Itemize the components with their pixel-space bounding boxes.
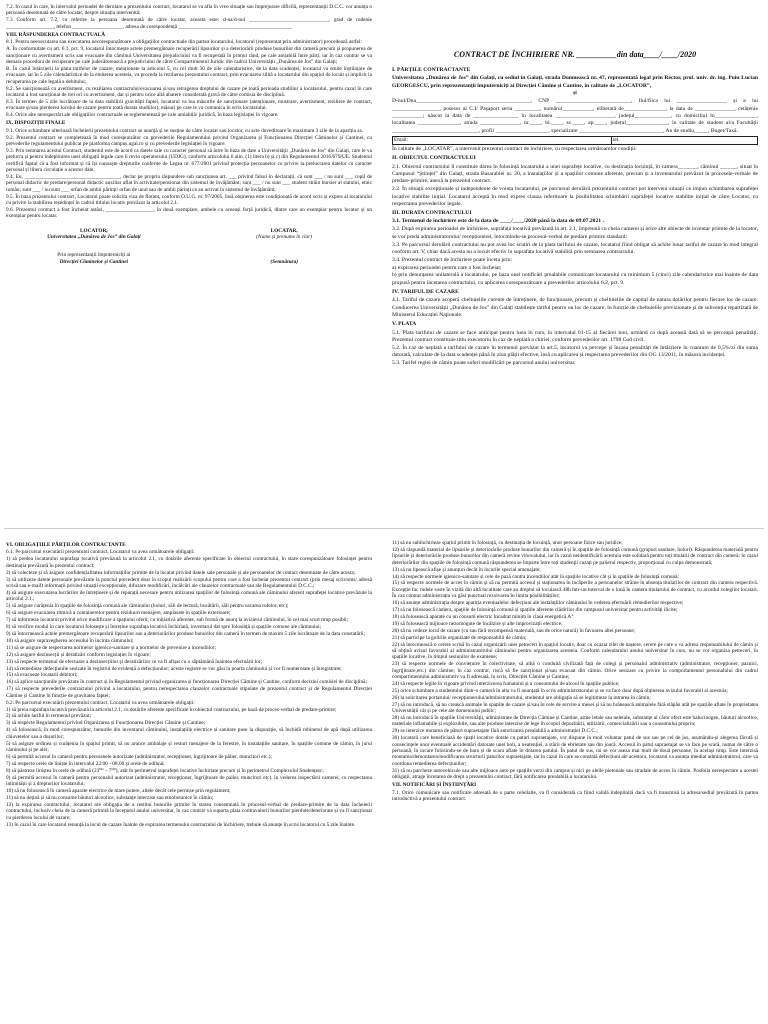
clause-5-1: 5.1. Plata tarifului de cazare se face anticipat pentru luna în curs, în intervalul 01-15 al fiecărei luni, urmând ca după această dată să se perceapă penalități. Prezentul contract constituie titlu executoriu în caz de neplată a chiriei, conform prevederilor art. 1798 Cod civil. (392, 329, 758, 343)
representatives-subrow (6, 259, 372, 265)
section-heading-3: III. DURATA CONTRACTULUI (392, 210, 472, 217)
list-item: 25) orice schimbare a studentului dintr-o cameră în alta va fi anunțată în scris administratorului și se va face doar după obținerea avizului favorabil al acestuia; (392, 687, 728, 694)
list-item: 23) să respecte normele de conviețuire în colectivitate, să aibă o conduită civilizată față de colegi și personalul administrativ (administrator, recepționer, paznici, îngrijitoare,etc.) din cămine; în caz contrar, riscă să fie sancționat și/sau evacuat din cămin. Orice sesizare cu privire la comportamentul personalului din cadrul compartimentului administrativ va fi adresată, în scris, Direcției Cămine și Cantine; (392, 661, 758, 680)
section-heading-1: I. PĂRȚILE CONTRACTANTE (392, 67, 471, 73)
locator-university: Universitatea „Dunărea de Jos” din Galați (47, 233, 141, 240)
list-item: 28) să nu introducă în spațiile Universității, administrate de Direcția Cămine și Cantine, arme letale sau neletale, substanțe al căror efect este halucinogen, băuturi alcoolice, materiale inflamabile și explozibile, sau alte produse interzise de lege în scopul depozitării, utilizării, comercializării sau a consumului propriu; (392, 715, 758, 728)
clause-9-2: 9.2. Prezentul contract se completează în mod corespunzător cu prevederile Regulamentului privind Organizarea și Funcționarea Direcției Căminelor și Cantinei, cu prevederile regulamentului publicat pe platforma campus.ugal.ro și cu prevederile legislației în vigoare. (6, 134, 372, 148)
list-item: 11) să nu subînchirieze spațiul primit în folosință, cu destinația de locuință, unor persoane fizice sau juridice; (392, 540, 623, 546)
list-item: 31) să nu parcheze autovehicule sau alte mijloace auto pe spațiile verzi din campus și nici pe aleile pietonale sau stradale de acces în cămin. Posibila nerespectare a acestei obligații, atrage încetarea de drept a prezentului contract, fără notificarea prealabilă a locatarului. (392, 767, 758, 780)
list-item: 14) să remedieze defecțiunile sesizate în registrul de evidență a defecțiunilor; aceste registre se vor găsi la poarta căminului și vor fi numerotate și înregistrate; (6, 665, 342, 672)
list-item: 5) să asigure ordinea și curățenia în spațiul primit, să nu arunce ambalaje și resturi menajere de la ferestre, în instalațiile sanitare, în spațiile comune de cămin, în jurul căminului și pe alei; (6, 740, 372, 753)
clause-8-4: 8.4. Orice alte nerespectări ale obligațiilor contractuale se reglementează pe cale amiabilă/ juridică, în baza legislației în vigoare. (6, 112, 279, 119)
top-right-column (392, 4, 758, 368)
list-item: 3) să respecte Regulamentul privind Organizarea și Funcționarea Direcției Cămine și Cantine; (6, 720, 206, 727)
clause-8-1-a: A. În conformitate cu art. 6.1, pct. 9, locatarul întocmește actele premergătoare recuperării lipsurilor și a deteriorării produse bunurilor din cameră precum și propunerea de sancționare cu avertisment scris sau evacuare din căminul Universitatea prejudiciului va fi recuperată în primul rând, pe cale amiabilă între părți, iar în caz contrar se va demara procedura de recuperare pe cale judecătorească a prejudiciului de către Compartimentul Juridic din cadrul Universității „Dunărea de Jos” din Galați; (6, 46, 372, 65)
list-item: 7) să respecte orele de liniște în intervalul 22:00 - 08:00 și orele de odihnă; (6, 760, 165, 767)
list-item: 29) se interzice mutarea de pături supraetajate fără autorizarea prealabilă a administrației D.C.C.; (392, 728, 598, 735)
bottom-left-column (6, 540, 372, 828)
clause-6-2: 6.2. Pe parcursul executării prezentului contract, Locatarul va avea următoarele obligații: (6, 699, 195, 706)
list-item: 19) să folosească mijloace nezomogute de încălzire și alte improvizații electrice; (392, 620, 563, 627)
list-item: 4) să folosească, în mod corespunzător, bunurile din inventarul căminului, instalațiile electrice și sanitare puse la dispoziție, să închidă robinetul de apă după utilizarea chiuvetelor sau a dușurilor; (6, 727, 372, 740)
section-heading-8: VIII. RĂSPUNDEREA CONTRACTUALĂ (6, 31, 106, 38)
clause-7-2: 7.2. În cazul în care, în intervalul perioadei de derulare a prezentului contract, locatarul se va afla în vreo situație sau împrejurare dificilă, reprezentanții D.C.C. vor anunța o persoană desemnată de către locatar, despre situația intervenită; (6, 4, 372, 17)
list-item: 8) să păstreze liniștea în orele de odihnă (23⁰⁰ – 7⁰⁰), atât în perimetrul suprafeței locative închiriate precum și în perimetrul Complexului Studențesc; (6, 767, 324, 774)
clause-9-6: 9.6. Prezentul contract a fost încheiat astăzi, __________________, în două exemplare, ambele cu aceeași forță juridică, dintre care un exemplar pentru locator și un exemplar pentru locatar. (6, 206, 372, 220)
clause-2-1: 2.1. Obiectul contractului îl constituie darea în folosință locatarului a unei suprafețe locative, cu destinația locuință, în camera_______, căminul ______, situat în Campusul “Științei” din Galați, strada Basarabiei nr. 20, a instalațiilor și a spațiilor comune aferente, precum și a inventarului prevăzut în procesele-verbale de predare-primire, anexă la prezentul contract. (392, 163, 758, 185)
clause-3-4: 3.4. Prezentul contract de închiriere poate înceta prin: (392, 256, 513, 263)
section-heading-6: VI. OBLIGAȚIILE PĂRȚILOR CONTRACTANTE (6, 542, 126, 548)
list-item: 12) să răspundă material de lipsurile și deteriorările produse bunurilor din cameră și în spațiile de folosință comună (grupuri sanitare, holuri). Răspunderea materială pentru lipsurile și deteriorările produse bunurilor din cameră revine vinovatului, iar în cazul neidentificării acestuia este solidară pentru toți titularii de contract din cameră; în cazul deteriorărilor din spațiile de folosință comună răspunderea se împarte între toți studenții cazați pe palierul respectiv, proporțional cu culpa demonstrată; (392, 546, 758, 566)
clause-9-5: 9.5. În baza prezentului contract, Locatarul poate solicita viza de flotant, conform O.U.G. nr. 97/2005, însă obținerea este condiționată de acord scris și expres al locatarului cu privire la stabilirea reședinței în cadrul titlului locativ prevăzut la articolul 2.1. (6, 193, 372, 206)
bottom-right-column (392, 540, 758, 803)
list-item: 12) să asigure dezinsecții și deratizări conform legislației în vigoare; (6, 651, 151, 658)
list-item: 6) să permită accesul în cameră pentru persoanele autorizate (administrator, recepționer, îngrijitoare de pălier, muncitori etc.); (6, 753, 272, 760)
clause-8-1: 8.1. Pentru neexecutarea sau executarea necorespunzătoare a obligațiilor contractuale din partea locatarului, locatorul (reprezentat prin administrator) procedează astfel: (6, 39, 362, 46)
list-item: 22) să întocmească o cerere scrisă în cazul organizării unei petreceri în spațiul locativ, doar cu ocazia zilei de naștere, cerere pe care o va adresa responsabilului de cămin și să obțină avizul favorabil al administratorului căminului pentru organizarea acesteia. Conform calendarului anului universitar în curs, nu se vor organiza petreceri, în spațiile locative, în timpul sesiunilor de examene; (392, 641, 758, 661)
list-item: 9) să întocmească actele premergătoare recuperării lipsurilor sau a deteriorărilor produse bunurilor din cameră în termen de maxim 5 zile lucrătoare de la data constatării; (6, 630, 366, 637)
list-item: 9) să permită accesul în cameră pentru personalul autorizat (administrator, recepționer, îngrijitoare de palier, muncitori etc), în vederea inspectării camerei, cu respectarea intimității și a drepturilor locatarului; (6, 774, 372, 788)
list-item: 5) să asigure curățenia în spațiile de folosință comună ale căminului (holuri, săli de lectură, bucătării, săli pentru uscarea rufelor, etc); (6, 603, 289, 610)
list-item: 30) locatarii care beneficiază de spații locative dotate cu paturi supraetajate, vor dispune în mod voluntar patul de sus sau pe cel de jos, asumându-și alegerea făcută și consecințele unor eventuale accidentări datorate unei boli, a neatenției, a stării de ebrietate sau din joacă. Accesul în patul supraetajat se va face pe scară, numai de către o persoană, în urcare folosindu-se de bara și de scara aflate în dotarea patului. În patul de sus, nu se vor aseza mai mult de două persoane, în același timp. Este interzisă montarea/demontarea/modificarea structurii paturilor supraetajate, iar în cazul în care se constată defecțiuni ale acestora, locatarul va anunța imediat administratorul, care va coordona remedierea defecțiunilor; (392, 735, 758, 767)
clause-3-1: 3.1. Termenul de închiriere este de la data de ____/____/2020 până la data de 09.07.2021 . (392, 218, 604, 225)
list-item: 13) în cazul în care locatarul renunță la locul de cazare înainte de expirarea termenului contractului de închiriere, trebuie să anunțe în scris locatorul cu 5 zile înainte. (6, 821, 356, 828)
clause-7-1: 7.1. Orice comunicare sau notificare adresată de o parte celeilalte, va fi considerată ca fiind validă îndeplinită dacă va fi transmisă la adresa/sediul prevăzută în partea introductivă a prezentului contract. (392, 789, 758, 802)
list-item: 8) să verifice modul în care locatarul folosește și întreține suprafața locativă închiriată, inventarul dat spre folosință și spațiile comune ale căminului; (6, 623, 322, 630)
top-left-column (6, 4, 372, 265)
list-item: 17) să respecte prevederile contractului privind a locatarului, pentru nerespectarea clauzelor contractuale stipulate de prezentul contract și de Regulamentul Direcției Cămine și Cantine în funcție de gravitatea faptei; (6, 686, 372, 699)
list-item: 2) să colecteze și să asigure confidențialitatea informațiilor primite de la locatar privind datele sale personale și ale persoanelor de contact desemnate de către acesta; (6, 569, 356, 576)
phone-field[interactable]: tel. (612, 136, 758, 144)
email-field[interactable]: Email: (393, 136, 612, 144)
contract-title: CONTRACT DE ÎNCHIRIERE NR. __________din data____/____/2020 (453, 50, 697, 59)
locatar-intro: În calitate de „LOCATAR”, a intervenit prezentul contract de închiriere, cu respectarea următoarelor condiții: (392, 146, 637, 153)
list-item: 21) să participe la golirile organizate de responsabilii de cămin; (392, 634, 527, 641)
signature-hint: (Semnătura) (270, 258, 298, 265)
list-item: 27) să nu introducă, să nu crească animale în spațiile de cazare și/sau în cele de servire a mesei și să nu hrănească animalele fără stăpân atât pe spațiile aflate în proprietatea Universității cât și pe cele ale domeniului public; (392, 701, 758, 715)
page-bottom-half (4, 540, 764, 1024)
list-item: 11) să nu dețină și să nu consume băuturi alcoolice, substanțe interzise sau etnobotanice în cămin; (6, 794, 214, 801)
list-item: 16) să anunțe administrația despre apariția eventualelor defecțiuni ale instalațiilor căminului în vederea efectuării remedierilor respective; (392, 600, 684, 607)
section-heading-4: IV. TARIFUL DE CAZARE (392, 289, 459, 296)
page-fold-divider (4, 528, 764, 529)
list-item: 17) să nu folosească camera, spațiile de folosință comună și spațiile aferente clădirilor din campusul universitar pentru activități ilicite; (392, 607, 678, 613)
clause-4-1: 4.1. Tariful de cazare acoperă cheltuielile curente de întreținere, de funcționare, precum și cheltuielile de capital de natura dotărilor pentru fiecare loc de cazare. Conducerea Universității „Dunărea de Jos” din Galați stabilește tariful pentru un loc de cazare, în funcție de cheltuielile previzionate și de subvenția repartizată de Ministerul Educației Naționale. (392, 297, 758, 318)
clause-8-3: 8.3. În termen de 5 zile lucrătoare de la data stabilirii gravității faptei, locatarul va lua măsurile de sancționare (atenționare, mustrare, avertisment, reziliere de contract, evacuare și/sau pierderea locului de cazare pentru toată durata studiilor), măsuri pe care le va comunica în scris locatarului. (6, 98, 372, 112)
contact-table (392, 136, 758, 145)
section-heading-9: IX. DISPOZIȚII FINALE (6, 120, 66, 127)
list-item: 10) să asigure supravegherea accesului în incinta căminului; (6, 637, 134, 644)
clause-8-1-b: B. În cazul întârzierii la plata tarifelor de cazare, menționate la articolul 5, cu cel mult 30 de zile calendaristice, de la data scadenței, locatarul va emite înștiințare de evacuare, iar în 5 zile calendaristice de la emiterea acesteia, va proceda la rezilierea prezentului contract, prin evacuarea silită a locatarului din spațiul de locuit și implicit la recuperarea pe cale legală a debitului; (6, 65, 372, 85)
clause-3-4-b: b) prin denunțarea unilaterală a locatarului, pe baza unei notificări prealabile comunicate locatarului cu minimum 5 (cinci) zile calendaristice mai înainte de data propusă pentru încetarea contractului, cu aplicarea corespunzătoare a prevederilor articolului 6.2, pct. 9. (392, 272, 758, 286)
list-item: 20) să nu cedeze locul de cazare (cu sau fără recompensă materială, sau de orice natură) în favoarea altei persoane; (392, 627, 636, 634)
list-item: 13) să nu lipească afișe și anunțuri decât în locurile special amenajate; (392, 566, 541, 573)
list-item: 10) să nu folosească în cameră aparate electrice de mare putere, altele decât cele permise prin regulament; (6, 788, 231, 794)
clause-3-4-a: a) expirarea perioadei pentru care a fost încheiat; (392, 264, 502, 271)
list-item: 12) la expirarea contractului, locatarul are obligația de a restitui bunurile primite în starea consemnată în procesul-verbal de predare-primire de la data încheierii contractului, inclusiv cheia de la cameră primită la începutul anului universitar, în caz contrar va suporta plata contravalorii bunurilor pierdute/deteriorate și va fi sancționat cu pierderea locului de cazare; (6, 801, 372, 821)
clause-5-2: 5.2. În caz de neplată a tarifului de cazare în termenul prevăzut la art.5, locatorul va percepe și încasa penalități de întârziere în cuantum de 0,5%/zi din suma datorată, calculate de la data scadenței până în ziua plății efective, însă cu aplicarea și respectarea prevederilor din OG 13/2011, în măsura incidenței. (392, 344, 758, 359)
list-item: 4) să asigure executarea lucrărilor de întreținere și de reparații necesare pentru utilizarea spațiilor de folosință comună ale căminului aferent suprafeței locative prevăzute la articolul 2.1.; (6, 589, 372, 603)
clause-9-1: 9.1. Orice schimbare ulterioară încheierii prezentului contract se anunță și se susține de către locatar sau locator, cu acte doveditoare în maximum 3 zile de la apariția sa. (6, 127, 364, 134)
clause-6-1: 6.1. Pe parcursul executării prezentului contract, Locatarul va avea următoarele obligații: (6, 549, 195, 556)
student-party: D-nul/Dna_________________________________________, CNP ___________________________, fiul/fiica lui __________________ și a lui _________________, posesor al C.I/ Pașaport seria _________, numărul___________, eliberată de_______________, la data de ______________, cetățenie ___________; născut la data de ________________ în localitatea _____________________, județul_____________, cu domiciliul în_______________, localitatea _______________, strada ______________, nr.____, bl.____, sc.____, ap.____, județul_______________, în calitate de student al/a Facultății _______________________________, profil ___________________, specializare ______________________________, An de studiu_____, Buget/Taxă. (392, 98, 758, 134)
clause-3-2: 3.2. După expirarea perioadei de închiriere, suprafața locativă prevăzută la art. 2.1, împreună cu cheia camerei și orice alte obiecte de inventar primite de la locator, se vor preda administratorului/ recepționerei, întocmindu-se procesul-verbal de predare primire standard; (392, 226, 758, 240)
document-page (4, 0, 764, 1024)
representatives-line-2: Direcției Căminelor și Cantinei (59, 258, 129, 265)
clause-5-3: 5.3. Tarifel regiei de cămin poate suferi modificări pe parcursul anului universitar. (392, 359, 576, 366)
clause-2-2: 2.2. În situații excepționale și independente de voința locatarului, pe parcursul derulării prezentului contract pot interveni situații ce impun schimbarea suprafeței locative stabilite inițial. Locatarul acceptă în mod expres clauza referitoare la posibilitatea schimbării suprafeței locative stabilite inițial de către Locator, cu respectarea prevederilor legale. (392, 186, 758, 207)
list-item: 16) să aplice sancțiunile prevăzute în contract și în Regulamentul privind organizarea și funcționarea Direcției Cămine și Cantine, conform deciziei comisiei de disciplină; (6, 679, 367, 686)
representatives-block (6, 252, 372, 265)
clause-7-3: 7.3 Conform art. 7.2, cu referire la persoana desemnată de către locatar, aceasta este: d-na/d-nul ______________________________, grad de rudenie __________________, telefon ___________________, adresa de corespondență ___________________________________________ (6, 17, 372, 30)
list-item: 18) să folosească aparate cu un consum electric încadrat minim în clasa energetică A⁺ (392, 613, 574, 620)
signature-subrow (6, 234, 372, 240)
list-item: 13) să respecte termenul de efectuare a dezinsecțiilor și deratizărilor ce va fi afișat cu o săptămână înaintea efectuării lor; (6, 658, 263, 665)
section-heading-2: II. OBIECTUL CONTRACTULUI (392, 155, 476, 162)
locatar-label: LOCATAR, (270, 227, 298, 234)
list-item: 1) să preia suprafața locativă prevăzută la articolul 2.1, cu dotările aferente specificate în obiectul contractului, pe bază de proces-verbal de predare-primire; (6, 706, 337, 713)
clause-3-3: 3.3. Pe parcursul derulării contractului nu pot avea loc scutiri de la plata tarifului de cazare, locatarul fiind obligat să achite lunar tariful de cazare în mod integral conform art. V, chiar dacă acesta nu a locuit efectiv în suprafața locativă stabilită prin semnarea contractului. (392, 241, 758, 255)
list-item: 7) să informeze locatarul privind orice modificare a spațiului oferit, cu inițiativă aferente, sub formă de anunț la avizierul căminului, în cel mai scurt timp posibil; (6, 616, 349, 623)
section-heading-7: VII. NOTIFICĂRI ȘI ÎNȘTIINȚĂRI (392, 782, 477, 789)
university-party: Universitatea „Dunărea de Jos” din Galați, cu sediul în Galați, strada Domnească nr. 47, reprezentată legal prin Rector, prof. univ. dr. ing. Puiu Lucian GEORGESCU, prin reprezentanții împuterniciți ai Direcției Cămine și Cantine, în calitate de „LOCATOR”, (392, 75, 758, 89)
list-item: 24) să respecte legile în vigoare privind interzicerea fumatului și a consumului de alcool în spațiile publice; (392, 680, 620, 687)
list-item: 14) să respecte normele igienico-sanitare și cele de pază contra incendiilor atât în spațiile locative cât și în spațiile de folosință comună; (392, 573, 679, 580)
list-item: 1) să predea locatarului suprafața locativă prevăzută la articolul 2.1, cu dotările aferente specificate în obiectul contractului, în stare corespunzătoare folosinței pentru destinația prevăzută în prezentul contract; (6, 556, 372, 569)
list-item: 15) să evacueze locatarii debitori; (6, 672, 78, 679)
page-top-half (4, 4, 764, 524)
list-item: 6) să asigure evacuarea ritmică a containerelor pentru reziduuri menajere, amplasate în spațiile exterioare; (6, 610, 231, 616)
section-heading-5: V. PLATA (392, 321, 417, 328)
clause-9-4: 9.4. Eu, ____________________________________, declar pe propria răspundere sub sancțiunea art. ___ privind falsul în declarații, că sunt ___ / nu sunt ___ copil de personal didactic de predare/personal didactic auxiliar aflat în activitate/pensionat din sistemul de învățământ; sunt ___ / nu sunt ___ student străin bursier al statului, etnic român; sunt ___ / nu sunt ___ orfan de ambii părinți/ orfan de unul sau de ambii părinți ce au activat în sistemul de învățământ; (6, 173, 372, 193)
list-item: 15) să respecte normele de acces în cămin și să nu permită accesul și staționarea în încăperile a persoanelor străine în absența titularilor de contract din camera respectivă. Excepție fac rudele soste în vizită din altă localitate care au dreptul să locuiască 48h într-un interval de o lună în camera titularului de contract, cu acordul colegilor locatari. În caz contrar administrația va găsi punctual rezolvarea în limita posibilităților; (392, 580, 758, 600)
locatar-name-hint: (Nume și prenume în clar) (256, 233, 313, 240)
clause-9-3: 9.3. Prin semnarea acestui Contract, studentul este de acord ca datele sale cu caracter personal să intre în baza de date a Universității „Dunărea de Jos” din Galați, care le va prelucra și pentru îndeplinirea unei obligații legale care îi revin operatorului (UDJG), conform articolului 6 alin. (1) litera b) și c) din Regulamentul 2016/679/UE. Studentul certifică faptul că a fost informat și că își cunoaște drepturile conferite de Legea nr. 677/2001 privind protecția persoanelor cu privire la prelucrarea datelor cu caracter personal și libera circulație a acestor date. (6, 147, 372, 173)
locator-label: LOCATOR, (80, 227, 108, 234)
list-item: 26) la solicitarea portarului/ recepționerului/administratorului, studentul are obligația să se legitimeze la intrarea în cămin; (392, 694, 651, 701)
clause-8-2: 8.2. Se sancționează cu avertisment, cu reziliarea contractului/evacuarea și/sau retragerea dreptului de cazare pe toată perioada studiilor a locatarului, pentru cazul în care locatarul a fost sancționat de trei ori cu avertisment, dar și pentru orice altă abatere considerată gravă de către comisia de disciplină. (6, 85, 372, 98)
list-item: 3) să utilizeze datele personale prevăzute la punctul precedent doar în scopul realizării scopului pentru care a fost încheiat prezentul contract (prin mesaj scris/sms/ adresă scrisă sau e-mail) informații privind situații excepționale, difuzare modificări, încălcări ale clauzelor contractuale sau ale Regulamentului D.C.C.; (6, 576, 372, 589)
and-conjunction: și (573, 90, 577, 97)
list-item: 2) să achite tariful în termenul prevăzut; (6, 713, 92, 720)
representatives-line-1: Prin reprezentanții împuterniciți ai (57, 252, 131, 259)
list-item: 11) să se asigure de respectarea normelor igienico-sanitare și a normelor de prevenire a incendiilor; (6, 644, 217, 651)
